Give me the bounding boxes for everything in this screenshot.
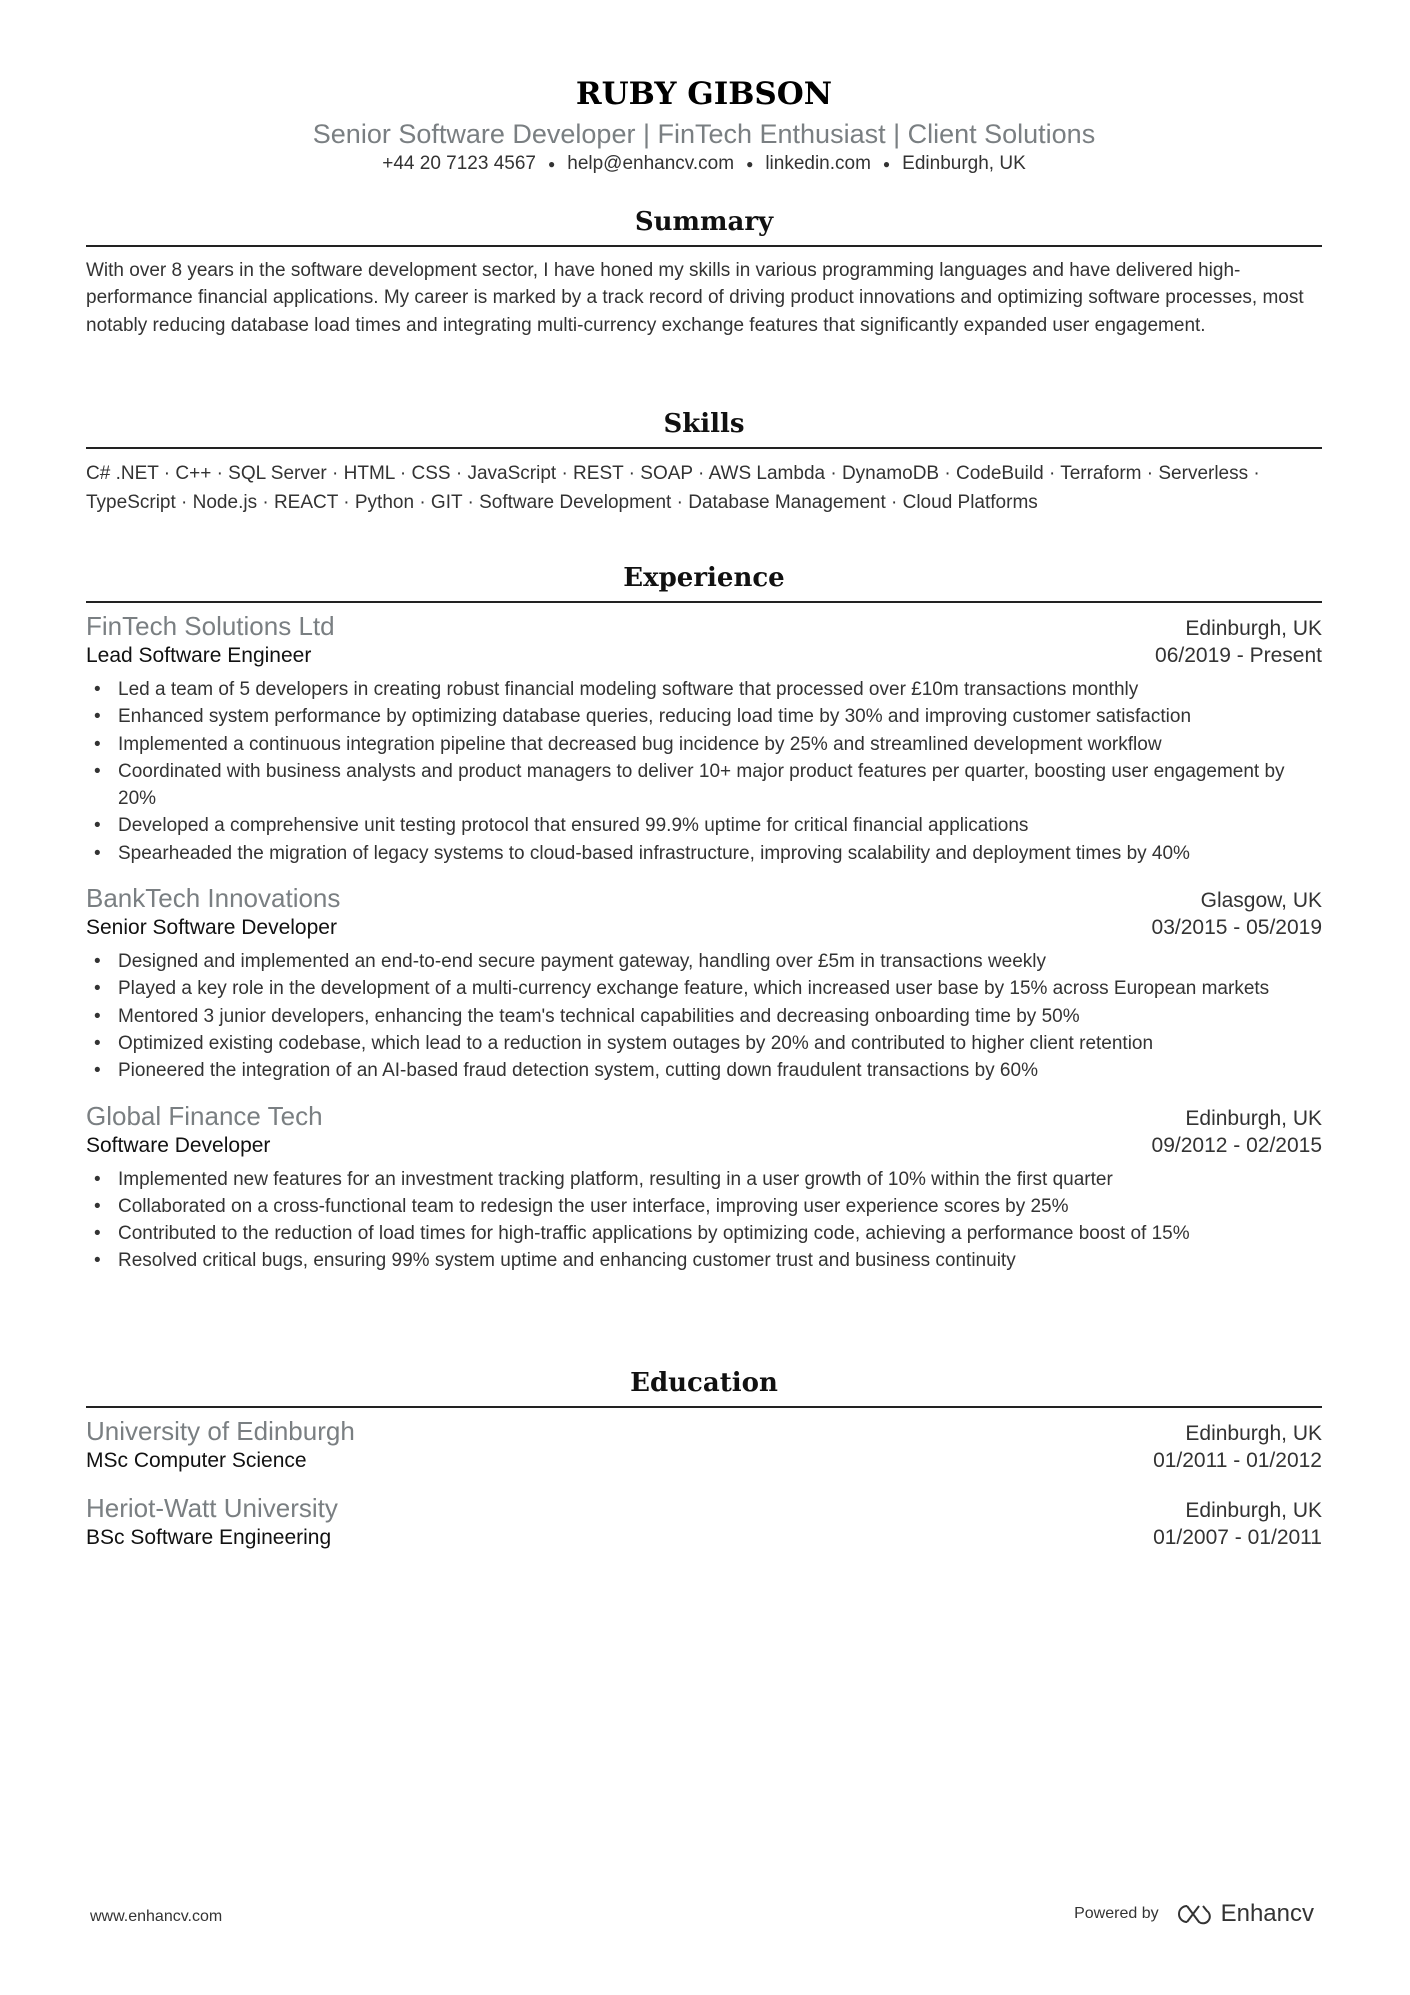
bullet-item: • Led a team of 5 developers in creating robust financial modeling software that processed over £10m transactions monthly	[86, 676, 1322, 703]
summary-section	[86, 207, 1322, 339]
school-name: University of Edinburgh	[86, 1416, 355, 1446]
powered-by	[1074, 1900, 1314, 1928]
section-title: Education	[86, 1368, 1322, 1408]
entry-subheader	[86, 1526, 1322, 1550]
school-location: Edinburgh, UK	[1185, 1422, 1322, 1445]
entry-subheader	[86, 644, 1322, 668]
bullet-item: • Developed a comprehensive unit testing protocol that ensured 99.9% uptime for critical financial applications	[86, 812, 1322, 839]
bullet-item: • Spearheaded the migration of legacy systems to cloud-based infrastructure, improving scalability and deployment times by 40%	[86, 840, 1322, 867]
section-title: Summary	[86, 207, 1322, 247]
bullet-item: • Collaborated on a cross-functional team to redesign the user interface, improving user experience scores by 25%	[86, 1193, 1322, 1220]
entry-header	[86, 1416, 1322, 1447]
bullet-item: • Enhanced system performance by optimizing database queries, reducing load time by 30% and improving customer satisfaction	[86, 703, 1322, 730]
bullet-item: • Resolved critical bugs, ensuring 99% system uptime and enhancing customer trust and business continuity	[86, 1247, 1322, 1274]
bullet-item: • Mentored 3 junior developers, enhancing the team's technical capabilities and decreasing onboarding time by 50%	[86, 1003, 1322, 1030]
headline: Senior Software Developer | FinTech Enthusiast | Client Solutions	[312, 119, 1096, 149]
education-section	[86, 1368, 1322, 1550]
summary-text: With over 8 years in the software development sector, I have honed my skills in various programming languages and have delivered high-performance financial applications. My career is marked by a track record of driving product innovations and optimizing software processes, most notably reducing database load times and integrating multi-currency exchange features that significantly expanded user engagement.	[86, 260, 1304, 336]
enhancv-logo: Enhancv	[1173, 1900, 1314, 1928]
candidate-name: RUBY GIBSON	[575, 76, 833, 112]
bullet-list	[86, 948, 1322, 1084]
job-dates: 09/2012 - 02/2015	[1151, 1133, 1322, 1157]
skills-text: C# .NET · C++ · SQL Server · HTML · CSS · JavaScript · REST · SOAP · AWS Lambda · DynamoDB · CodeBuild · Terraform · Serverless · TypeScript · Node.js · REACT · Python · GIT · Software Development · Database Management · Cloud Platforms	[86, 463, 1260, 513]
bullet-list	[86, 676, 1322, 867]
education-entry	[86, 1493, 1322, 1550]
job-dates: 06/2019 - Present	[1155, 644, 1322, 667]
experience-section	[86, 563, 1322, 1275]
experience-entry	[86, 883, 1322, 1084]
enhancv-logo-icon	[1173, 1903, 1213, 1925]
bullet-item: • Contributed to the reduction of load times for high-traffic applications by optimizing code, achieving a performance boost of 15%	[86, 1220, 1322, 1247]
entry-subheader	[86, 1134, 1322, 1158]
bullet-item: • Designed and implemented an end-to-end secure payment gateway, handling over £5m in transactions weekly	[86, 948, 1322, 975]
degree: MSc Computer Science	[86, 1449, 307, 1472]
linkedin-link[interactable]: linkedin.com	[765, 153, 871, 174]
bullet-item: • Implemented new features for an investment tracking platform, resulting in a user growth of 10% within the first quarter	[86, 1166, 1322, 1193]
degree: BSc Software Engineering	[86, 1526, 332, 1549]
school-location: Edinburgh, UK	[1185, 1499, 1322, 1522]
bullet-item: • Optimized existing codebase, which lead to a reduction in system outages by 20% and contributed to higher client retention	[86, 1030, 1322, 1057]
contact-line: +44 20 7123 4567 ● help@enhancv.com ● linkedin.com ● Edinburgh, UK	[382, 153, 1026, 174]
job-location: Glasgow, UK	[1200, 889, 1322, 913]
experience-entry	[86, 611, 1322, 867]
school-name: Heriot-Watt University	[86, 1493, 338, 1523]
bullet-item: • Played a key role in the development of a multi-currency exchange feature, which increased user base by 15% across European markets	[86, 975, 1322, 1002]
bullet-item: • Implemented a continuous integration pipeline that decreased bug incidence by 25% and streamlined development workflow	[86, 731, 1322, 758]
company-name: Global Finance Tech	[86, 1100, 323, 1131]
bullet-item: • Pioneered the integration of an AI-based fraud detection system, cutting down fraudulent transactions by 60%	[86, 1057, 1322, 1084]
job-location: Edinburgh, UK	[1185, 1106, 1322, 1130]
job-title: Lead Software Engineer	[86, 644, 312, 667]
section-title: Skills	[86, 409, 1322, 449]
experience-entry	[86, 1101, 1322, 1275]
job-title: Software Developer	[86, 1133, 271, 1157]
company-name: FinTech Solutions Ltd	[86, 611, 335, 641]
section-title: Experience	[86, 563, 1322, 603]
education-entry	[86, 1416, 1322, 1473]
job-dates: 03/2015 - 05/2019	[1151, 916, 1322, 940]
entry-header	[86, 1493, 1322, 1524]
phone: +44 20 7123 4567	[382, 153, 536, 174]
entry-header	[86, 611, 1322, 642]
email-link[interactable]: help@enhancv.com	[567, 153, 735, 174]
job-title: Senior Software Developer	[86, 916, 337, 940]
bullet-item: • Coordinated with business analysts and product managers to deliver 10+ major product features per quarter, boosting user engagement by 20%	[86, 758, 1322, 813]
footer-url[interactable]: www.enhancv.com	[90, 1908, 223, 1925]
entry-subheader	[86, 1449, 1322, 1473]
powered-label: Powered by	[1074, 1905, 1159, 1922]
company-name: BankTech Innovations	[86, 883, 341, 914]
entry-header	[86, 1101, 1322, 1132]
entry-header	[86, 883, 1322, 914]
skills-section	[86, 409, 1322, 517]
education-dates: 01/2007 - 01/2011	[1153, 1526, 1322, 1549]
bullet-list	[86, 1166, 1322, 1275]
location: Edinburgh, UK	[902, 153, 1026, 174]
education-dates: 01/2011 - 01/2012	[1153, 1449, 1322, 1472]
entry-subheader	[86, 916, 1322, 940]
job-location: Edinburgh, UK	[1185, 617, 1322, 640]
